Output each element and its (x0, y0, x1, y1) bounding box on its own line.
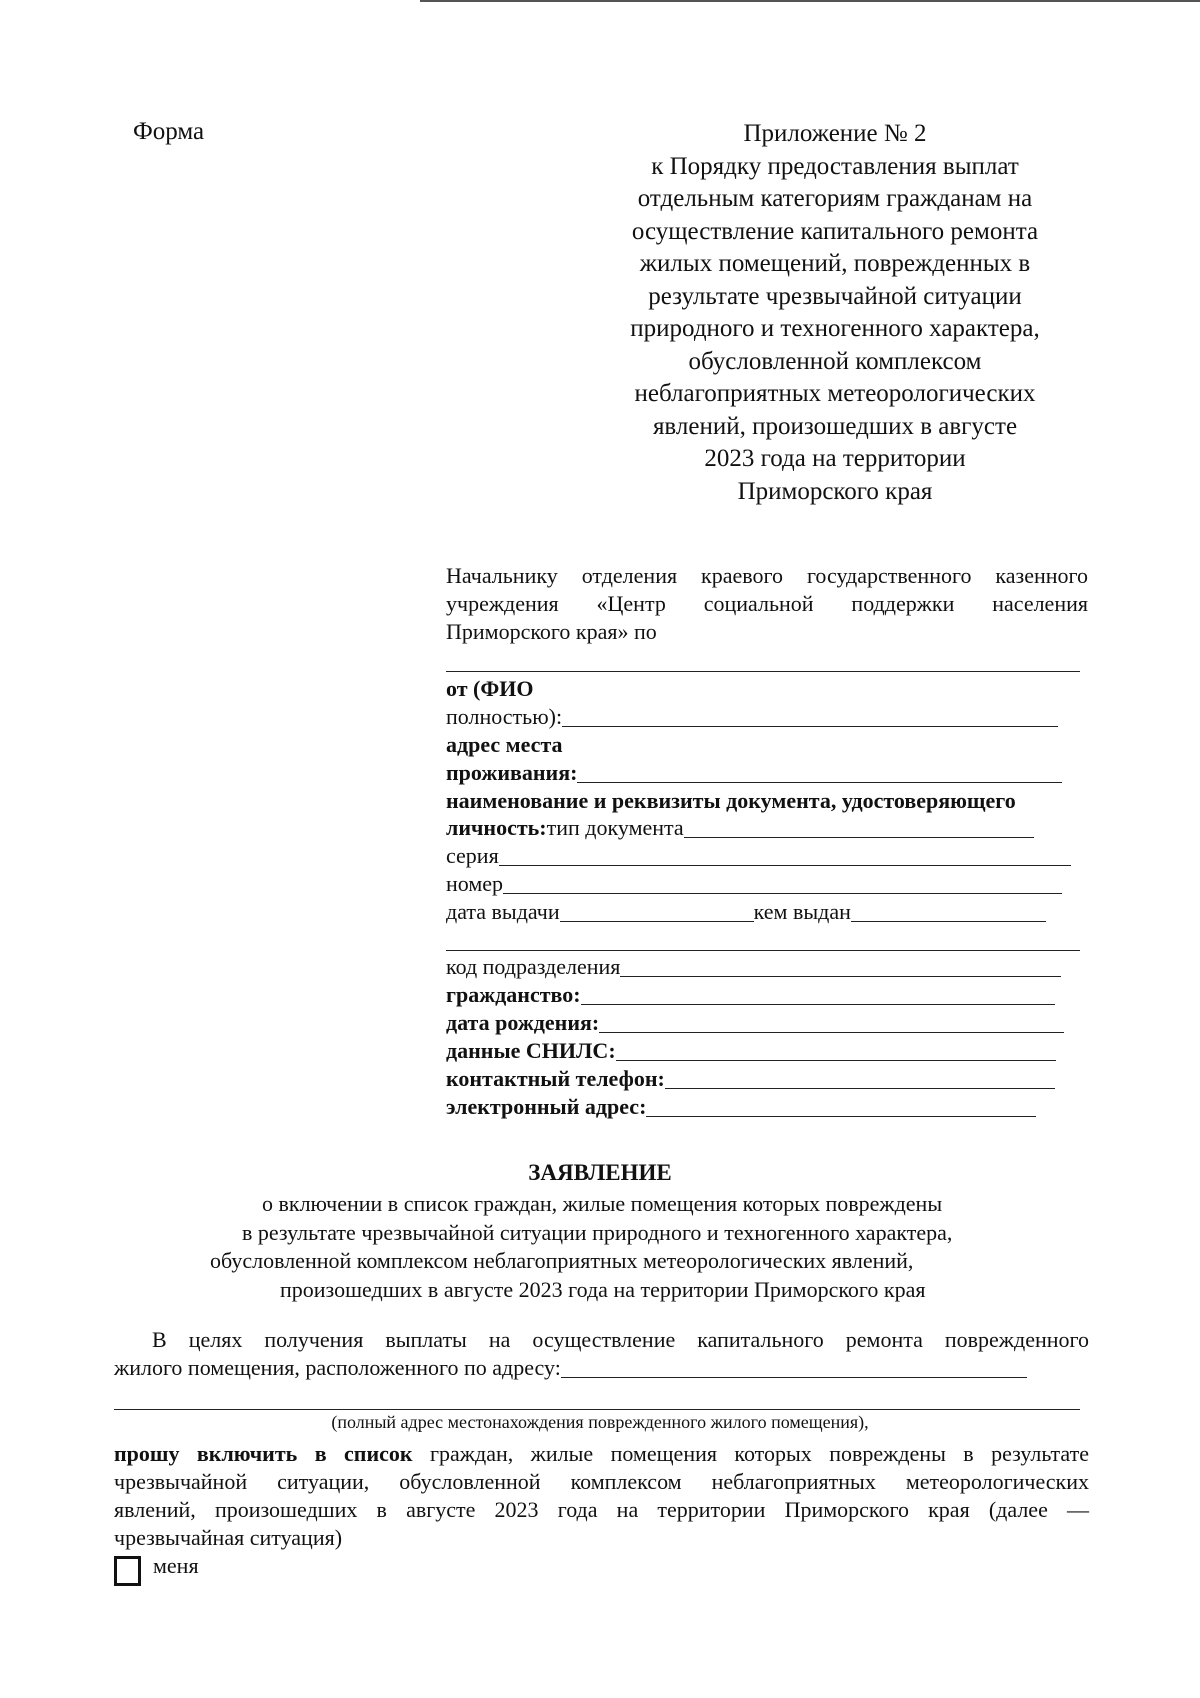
birth-date-label: дата рождения: (446, 1010, 600, 1035)
appendix-line: Приморского края (737, 477, 933, 505)
body-paragraph-2 (114, 1440, 1089, 1552)
self-checkbox[interactable] (114, 1556, 141, 1586)
doc-type-input[interactable] (684, 817, 1034, 838)
body-paragraph-1 (114, 1326, 1089, 1382)
address-row (446, 760, 1062, 786)
snils-input[interactable] (616, 1040, 1056, 1061)
issued-by-label: кем выдан (753, 899, 851, 924)
body-line (114, 1440, 1089, 1468)
address-caption: (полный адрес местонахождения поврежденного жилого помещения), (331, 1412, 869, 1432)
addressee-line: учреждения «Центр социальной поддержки населения (446, 591, 1088, 616)
body-line: явлений, произошедших в августе 2023 года на территории Приморского края (далее — (114, 1497, 1089, 1522)
birth-date-row (446, 1010, 1064, 1036)
addressee-line: Приморского края» по (446, 619, 657, 644)
body-line: чрезвычайной ситуации, обусловленной комплексом неблагоприятных метеорологических (114, 1469, 1089, 1494)
body-line: чрезвычайная ситуация) (114, 1525, 343, 1550)
citizenship-label: гражданство: (446, 982, 581, 1007)
damaged-address-input[interactable] (561, 1357, 1027, 1378)
appendix-line: 2023 года на территории (704, 445, 966, 472)
citizenship-row (446, 982, 1055, 1008)
email-row (446, 1094, 1036, 1120)
issue-date-label: дата выдачи (446, 899, 560, 924)
number-label: номер (446, 871, 504, 896)
self-checkbox-label: меня (153, 1553, 199, 1578)
number-input[interactable] (503, 873, 1062, 894)
fio-input[interactable] (562, 706, 1058, 727)
body-address-row (114, 1354, 1089, 1382)
phone-input[interactable] (665, 1068, 1055, 1089)
address-input[interactable] (577, 762, 1062, 783)
division-code-label: код подразделения (446, 954, 621, 979)
phone-row (446, 1066, 1055, 1092)
phone-label: контактный телефон: (446, 1066, 665, 1091)
snils-label: данные СНИЛС: (446, 1038, 616, 1063)
statement-subtitle (200, 1190, 1030, 1304)
series-input[interactable] (499, 845, 1071, 866)
subtitle-line: в результате чрезвычайной ситуации природного и техногенного характера, (242, 1219, 953, 1245)
doc-type-row (446, 815, 1034, 841)
appendix-line: природного и техногенного характера, (630, 315, 1040, 342)
division-code-input[interactable] (620, 956, 1061, 977)
series-label: серия (446, 843, 499, 868)
request-text: граждан, жилые помещения которых повреждены в результате (412, 1441, 1090, 1466)
fio-label: от (ФИО (446, 676, 534, 701)
addressee-line: Начальнику отделения краевого государственного казенного (446, 563, 1088, 588)
issue-row (446, 899, 1046, 925)
fio-label-2: полностью): (446, 704, 563, 729)
fio-row (446, 704, 1058, 730)
addressee-block (446, 562, 1088, 646)
issue-date-input[interactable] (560, 901, 754, 922)
series-row (446, 843, 1071, 869)
citizenship-input[interactable] (581, 984, 1055, 1005)
doc-type-label: тип документа (546, 815, 684, 840)
appendix-line: обусловленной комплексом (688, 347, 982, 375)
issued-by-input[interactable] (851, 901, 1046, 922)
body-line: В целях получения выплаты на осуществление капитального ремонта поврежденного (152, 1327, 1089, 1352)
appendix-line: Приложение № 2 (743, 120, 927, 147)
appendix-line: жилых помещений, поврежденных в (639, 250, 1031, 277)
form-label: Форма (133, 118, 205, 145)
identity-label: личность: (446, 815, 547, 840)
department-blank-line[interactable] (446, 671, 1080, 672)
issued-by-continuation-line[interactable] (446, 950, 1080, 951)
appendix-line: неблагоприятных метеорологических (634, 380, 1036, 407)
email-input[interactable] (646, 1096, 1036, 1117)
division-code-row (446, 954, 1061, 980)
appendix-line: результате чрезвычайной ситуации (648, 282, 1022, 310)
statement-title: ЗАЯВЛЕНИЕ (528, 1160, 672, 1185)
subtitle-line: обусловленной комплексом неблагоприятных метеорологических явлений, (210, 1248, 914, 1274)
birth-date-input[interactable] (599, 1012, 1064, 1033)
request-bold-text: прошу включить в список (114, 1441, 413, 1466)
email-label: электронный адрес: (446, 1094, 647, 1119)
appendix-line: осуществление капитального ремонта (631, 217, 1039, 245)
subtitle-line: произошедших в августе 2023 года на территории Приморского края (280, 1276, 926, 1302)
appendix-header (600, 118, 1070, 508)
damaged-address-continuation-line[interactable] (114, 1409, 1080, 1410)
appendix-line: к Порядку предоставления выплат (651, 152, 1019, 180)
top-edge-rule (420, 0, 1200, 2)
appendix-line: явлений, произошедших в августе (652, 412, 1018, 440)
number-row (446, 871, 1062, 897)
doc-heading: наименование и реквизиты документа, удостоверяющего (446, 788, 1016, 813)
snils-row (446, 1038, 1056, 1064)
appendix-line: отдельным категориям гражданам на (637, 185, 1033, 212)
body-line: жилого помещения, расположенного по адресу: (114, 1355, 561, 1380)
address-label-2: проживания: (446, 760, 578, 785)
address-label: адрес места (446, 732, 563, 757)
subtitle-line: о включении в список граждан, жилые помещения которых повреждены (262, 1191, 943, 1216)
